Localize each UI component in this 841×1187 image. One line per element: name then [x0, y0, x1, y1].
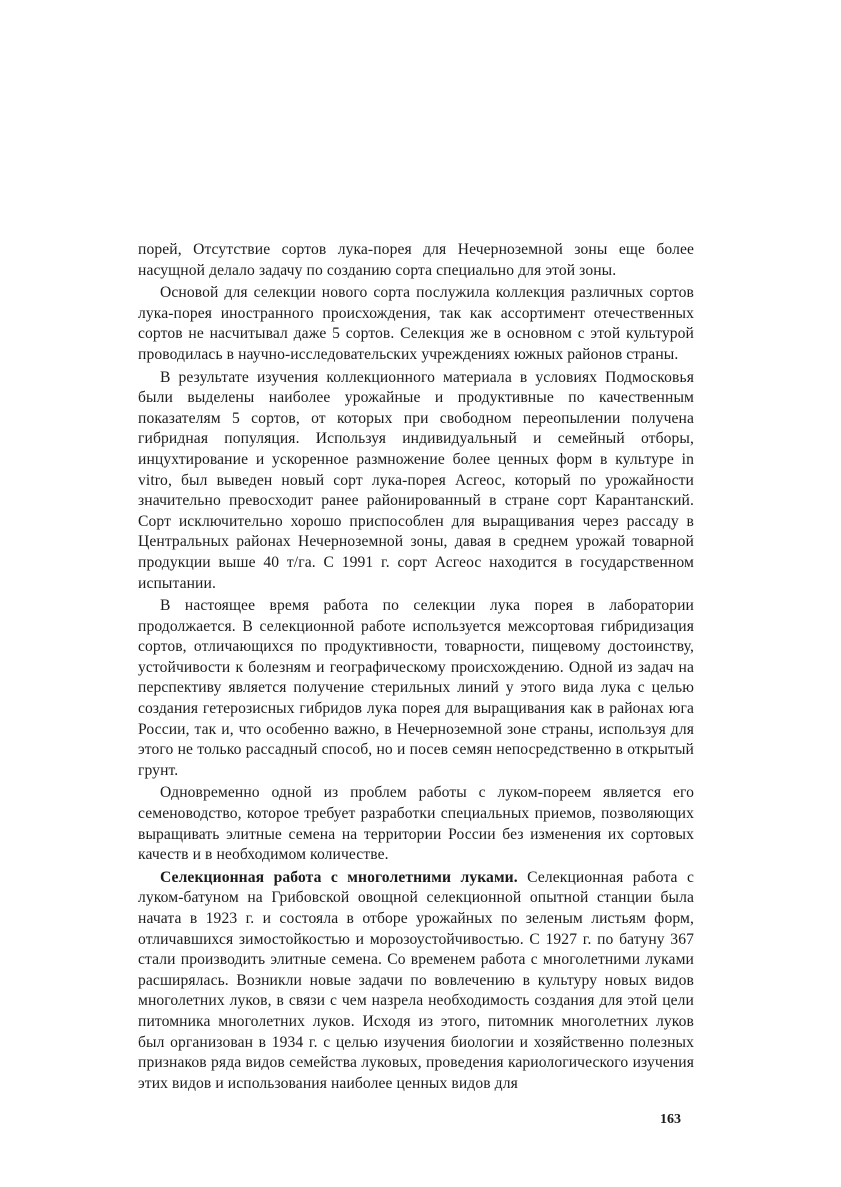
paragraph-4: В настоящее время работа по селекции лука порея в лаборатории продолжается. В селекционной работе используется межсортовая гибридизация сортов, отличающихся по продуктивности, товарности, пищевому достоинству, устойчивости к болезням и географическому происхождению. Одной из задач на перспективу является получение стерильных линий у этого вида лука с целью создания гетерозисных гибридов лука порея для выращивания как в районах юга России, так и, что особенно важно, в Нечерноземной зоне страны, используя для этого не только рассадный способ, но и посев семян непосредственно в открытый грунт. [138, 597, 694, 779]
paragraph-5: Одновременно одной из проблем работы с луком-пореем является его семеноводство, которое требует разработки специальных приемов, позволяющих выращивать элитные семена на территории России без изменения их сортовых качеств и в необходимом количестве. [138, 784, 694, 864]
section-paragraph [138, 868, 694, 1095]
paragraph-2: Основой для селекции нового сорта послужила коллекция различных сортов лука-порея иностранного происхождения, так как ассортимент отечественных сортов не насчитывал даже 5 сортов. Селекция же в основном с этой культурой проводилась в научно-исследовательских учреждениях южных районов страны. [138, 284, 694, 363]
section-heading: Селекционная работа с многолетними луками. [160, 868, 518, 886]
page-number: 163 [660, 1112, 681, 1127]
body-text [138, 240, 694, 1096]
paragraph-1: порей, Отсутствие сортов лука-порея для Нечерноземной зоны еще более насущной делало задачу по созданию сорта специально для этой зоны. [138, 241, 694, 279]
paragraph-3: В результате изучения коллекционного материала в условиях Подмосковья были выделены наиболее урожайные и продуктивные по качественным показателям 5 сортов, от которых при свободном переопылении получена гибридная популяция. Используя индивидуальный и семейный отборы, инцухтирование и ускоренное размножение более ценных форм в культуре in vitro, был выведен новый сорт лука-порея Асгеос, который по урожайности значительно превосходит ранее районированный в стране сорт Карантанский. Сорт исключительно хорошо приспособлен для выращивания через рассаду в Центральных районах Нечерноземной зоны, давая в среднем урожай товарной продукции выше 40 т/га. С 1991 г. сорт Асгеос находится в государственном испытании. [138, 368, 694, 592]
section-text: Селекционная работа с луком-батуном на Грибовской овощной селекционной опытной станции была начата в 1923 г. и состояла в отборе урожайных по зеленым листьям форм, отличавшихся зимостойкостью и морозоустойчивостью. С 1927 г. по батуну 367 стали производить элитные семена. Со временем работа с многолетними луками расширялась. Возникли новые задачи по вовлечению в культуру новых видов многолетних луков, в связи с чем назрела необходимость создания для этой цели питомника многолетних луков. Исходя из этого, питомник многолетних луков был организован в 1934 г. с целью изучения биологии и хозяйственно полезных признаков ряда видов семейства луковых, проведения кариологического изучения этих видов и использования наиболее ценных видов для [138, 868, 694, 1092]
